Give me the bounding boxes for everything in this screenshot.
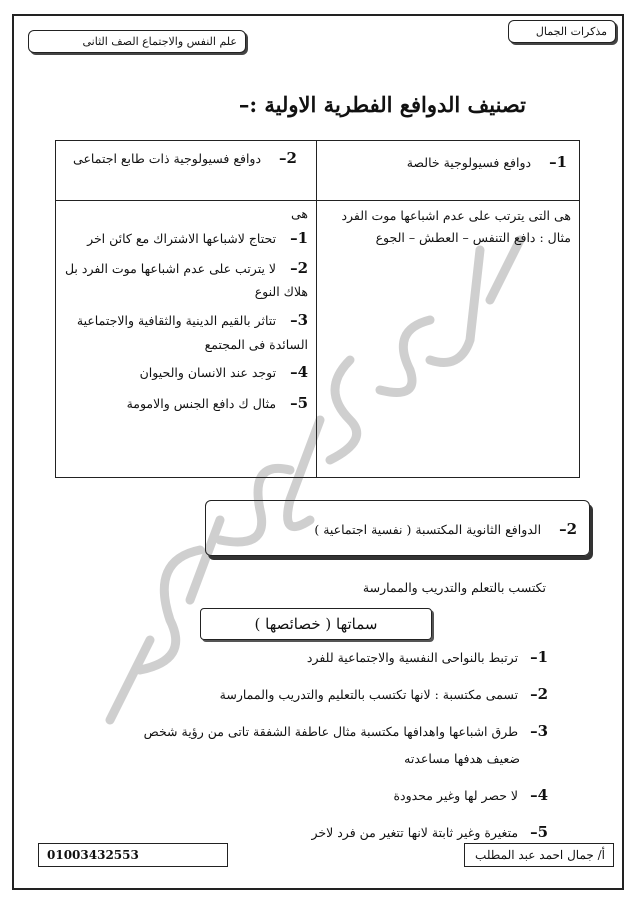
list-item: 3–تتاثر بالقيم الدينية والثقافية والاجتماعية السائدة فى المجتمع [76, 311, 308, 352]
col1-title: دوافع فسيولوجية خالصة [406, 155, 532, 170]
section2-number: 2– [559, 520, 577, 538]
col2-number: 2– [279, 149, 297, 167]
list-item: 5–مثال ك دافع الجنس والامومة [126, 393, 308, 412]
traits-list [28, 650, 548, 862]
author-footer: أ/ جمال احمد عبد المطلب [464, 843, 614, 867]
list-item: 2–تسمى مكتسبة : لانها تكتسب بالتعليم والتدريب والممارسة [219, 685, 548, 703]
table-divider-v [316, 141, 317, 477]
col1-example: مثال : دافع التنفس – العطش – الجوع [375, 229, 571, 245]
col2-title: دوافع فسيولوجية ذات طابع اجتماعى [73, 151, 262, 166]
col2-header [66, 145, 304, 171]
col2-body [62, 203, 308, 420]
list-item: 1–ترتبط بالنواحى النفسية والاجتماعية للفرد [306, 648, 548, 666]
col2-intro: هى [290, 206, 308, 221]
subject-tag: علم النفس والاجتماع الصف الثانى [28, 30, 246, 53]
section2-heading-box [205, 500, 590, 556]
series-tag: مذكرات الجمال [508, 20, 616, 43]
acquired-line: تكتسب بالتعلم والتدريب والممارسة [362, 580, 546, 595]
col1-number: 1– [549, 153, 567, 171]
col1-body [321, 205, 571, 249]
phone-footer: 01003432553 [38, 843, 228, 867]
table-divider-h [56, 200, 579, 201]
list-item: 4–لا حصر لها وغير محدودة [393, 785, 548, 804]
list-item: 3–طرق اشباعها واهدافها مكتسبة مثال عاطفة الشفقة تاتى من رؤية شخص ضعيف هدفها مساعدته [28, 724, 548, 766]
section2-title: الدوافع الثانوية المكتسبة ( نفسية اجتماعية ) [314, 522, 542, 537]
list-item: 2–لا يترتب على عدم اشباعها موت الفرد بل هلاك النوع [64, 259, 308, 300]
list-item: 4–توجد عند الانسان والحيوان [139, 363, 308, 382]
trait-3-continuation: ضعيف هدفها مساعدته [404, 751, 520, 766]
traits-label-box: سماتها ( خصائصها ) [200, 608, 432, 640]
classification-table [55, 140, 580, 478]
col1-definition: هى التى يترتب على عدم اشباعها موت الفرد [341, 208, 571, 223]
page-title: تصنيف الدوافع الفطرية الاولية :– [238, 92, 526, 117]
col1-header [327, 149, 567, 175]
list-item: 1–تحتاج لاشباعها الاشتراك مع كائن اخر [87, 228, 308, 247]
list-item: 5–متغيرة وغير ثابتة لانها تتغير من فرد لاخر [311, 822, 548, 841]
